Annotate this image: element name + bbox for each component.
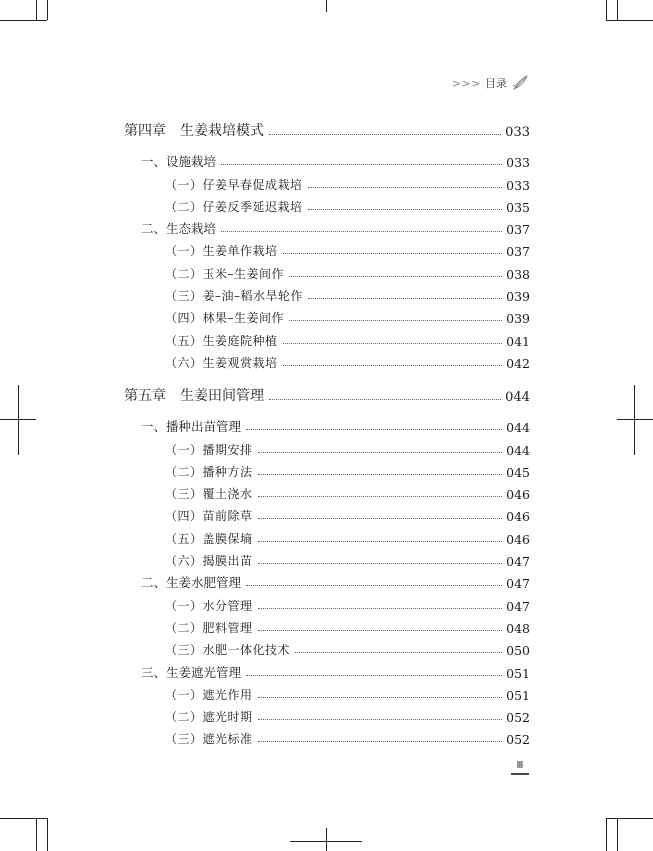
toc-entry-title: （二）玉米–生姜间作 [165, 266, 285, 281]
toc-entry-page: 033 [505, 125, 530, 140]
toc-chapter-entry[interactable] [124, 118, 530, 140]
toc-entry-page: 052 [506, 710, 530, 726]
toc-entry-page: 045 [506, 464, 530, 480]
dot-leader [258, 563, 503, 564]
toc-entry-title: 二、生姜水肥管理 [141, 575, 242, 591]
toc-entry-page: 039 [506, 311, 530, 327]
crop-mark [606, 20, 653, 21]
ginger-leaf-icon [511, 74, 529, 92]
toc-entry-page: 046 [506, 487, 530, 503]
toc-entry-page: 046 [506, 509, 530, 525]
toc-entry-title: 一、播种出苗管理 [141, 419, 242, 435]
dot-leader [246, 675, 502, 676]
toc-sub-entry[interactable] [124, 524, 530, 546]
toc-entry-title: 第五章 生姜田间管理 [124, 387, 264, 404]
page-folio [511, 760, 529, 775]
toc-entry-title: （二）遮光时期 [165, 710, 253, 725]
crop-mark [617, 818, 618, 851]
dot-leader [289, 320, 502, 321]
toc-entry-title: （一）播期安排 [165, 442, 253, 457]
toc-sub-entry[interactable] [124, 725, 530, 747]
toc-section-entry[interactable] [124, 569, 530, 591]
dot-leader [283, 253, 503, 254]
toc-sub-entry[interactable] [124, 326, 530, 348]
toc-entry-page: 033 [506, 155, 530, 171]
dot-leader [258, 452, 503, 453]
toc-entry-page: 039 [506, 289, 530, 305]
toc-chapter-entry[interactable] [124, 383, 530, 405]
toc-section-entry[interactable] [124, 215, 530, 237]
dot-leader [246, 429, 502, 430]
header-label: 目录 [485, 77, 507, 90]
folio-underline [511, 773, 529, 775]
crop-mark [36, 818, 37, 851]
crop-mark [606, 0, 607, 20]
toc-entry-title: 二、生态栽培 [141, 221, 217, 237]
crop-mark [47, 818, 48, 851]
toc-entry-page: 046 [506, 531, 530, 547]
crop-mark [326, 828, 327, 851]
table-of-contents [124, 118, 530, 747]
toc-sub-entry[interactable] [124, 304, 530, 326]
toc-sub-entry[interactable] [124, 237, 530, 259]
toc-entry-title: （六）揭膜出苗 [165, 554, 253, 569]
toc-entry-page: 037 [506, 244, 530, 260]
dot-leader [221, 231, 502, 232]
crop-mark [617, 0, 618, 20]
toc-entry-page: 047 [506, 576, 530, 592]
toc-entry-title: （一）仔姜早春促成栽培 [165, 177, 303, 192]
toc-sub-entry[interactable] [124, 614, 530, 636]
toc-sub-entry[interactable] [124, 193, 530, 215]
toc-entry-page: 052 [506, 732, 530, 748]
dot-leader [308, 209, 503, 210]
dot-leader [308, 187, 503, 188]
toc-sub-entry[interactable] [124, 502, 530, 524]
toc-entry-title: 一、设施栽培 [141, 154, 217, 170]
toc-entry-title: （五）盖膜保墒 [165, 531, 253, 546]
toc-entry-page: 048 [506, 620, 530, 636]
toc-sub-entry[interactable] [124, 458, 530, 480]
page-number: Ⅲ [516, 760, 524, 771]
dot-leader [258, 518, 503, 519]
toc-entry-title: （三）水肥一体化技术 [165, 643, 291, 658]
toc-entry-page: 038 [506, 266, 530, 282]
dot-leader [289, 276, 502, 277]
crop-mark [617, 419, 653, 420]
toc-section-entry[interactable] [124, 148, 530, 170]
toc-entry-page: 042 [506, 355, 530, 371]
toc-entry-title: （二）播种方法 [165, 464, 253, 479]
toc-sub-entry[interactable] [124, 591, 530, 613]
toc-entry-title: 三、生姜遮光管理 [141, 664, 242, 680]
dot-leader [258, 608, 503, 609]
toc-entry-title: （四）林果–生姜间作 [165, 311, 285, 326]
toc-entry-title: （四）苗前除草 [165, 509, 253, 524]
toc-entry-title: （一）水分管理 [165, 598, 253, 613]
toc-entry-title: （六）生姜观赏栽培 [165, 355, 278, 370]
dot-leader [221, 164, 502, 165]
toc-entry-page: 050 [506, 643, 530, 659]
toc-entry-title: （二）仔姜反季延迟栽培 [165, 199, 303, 214]
dot-leader [258, 474, 503, 475]
toc-entry-page: 051 [506, 687, 530, 703]
toc-sub-entry[interactable] [124, 636, 530, 658]
dot-leader [258, 719, 503, 720]
running-header [452, 74, 529, 92]
dot-leader [308, 298, 502, 299]
toc-entry-page: 044 [505, 389, 530, 405]
toc-entry-title: （三）覆土浇水 [165, 487, 253, 502]
toc-entry-title: （三）遮光标准 [165, 732, 253, 747]
toc-sub-entry[interactable] [124, 480, 530, 502]
toc-entry-page: 037 [506, 222, 530, 238]
toc-sub-entry[interactable] [124, 259, 530, 281]
toc-entry-title: （二）肥料管理 [165, 620, 253, 635]
dot-leader [295, 652, 502, 653]
toc-entry-page: 051 [506, 665, 530, 681]
dot-leader [258, 630, 503, 631]
toc-entry-title: （三）姜–油–稻水旱轮作 [165, 289, 304, 304]
crop-mark [0, 818, 47, 819]
toc-sub-entry[interactable] [124, 349, 530, 371]
toc-entry-page: 047 [506, 598, 530, 614]
toc-entry-title: （五）生姜庭院种植 [165, 333, 278, 348]
toc-sub-entry[interactable] [124, 681, 530, 703]
toc-entry-title: 第四章 生姜栽培模式 [124, 123, 264, 139]
dot-leader [283, 343, 503, 344]
dot-leader [269, 134, 501, 135]
toc-entry-page: 041 [506, 333, 530, 349]
toc-entry-page: 035 [506, 199, 530, 215]
dot-leader [258, 741, 503, 742]
dot-leader [269, 399, 501, 400]
crop-mark [36, 0, 37, 20]
toc-entry-page: 047 [506, 554, 530, 570]
dot-leader [283, 365, 503, 366]
crop-mark [606, 818, 607, 851]
toc-sub-entry[interactable] [124, 282, 530, 304]
toc-entry-title: （一）生姜单作栽培 [165, 244, 278, 259]
toc-entry-page: 044 [506, 442, 530, 458]
header-arrows: >>> [451, 76, 481, 90]
crop-mark [326, 0, 327, 12]
toc-entry-page: 033 [506, 177, 530, 193]
crop-mark [634, 385, 635, 455]
dot-leader [246, 585, 502, 586]
toc-sub-entry[interactable] [124, 170, 530, 192]
toc-sub-entry[interactable] [124, 703, 530, 725]
toc-entry-page: 044 [506, 420, 530, 436]
crop-mark [606, 818, 653, 819]
toc-sub-entry[interactable] [124, 435, 530, 457]
toc-sub-entry[interactable] [124, 547, 530, 569]
dot-leader [258, 697, 503, 698]
toc-section-entry[interactable] [124, 413, 530, 435]
toc-entry-title: （一）遮光作用 [165, 687, 253, 702]
dot-leader [258, 541, 503, 542]
crop-mark [47, 0, 48, 20]
dot-leader [258, 496, 503, 497]
crop-mark [18, 385, 19, 455]
crop-mark [0, 20, 47, 21]
toc-section-entry[interactable] [124, 658, 530, 680]
